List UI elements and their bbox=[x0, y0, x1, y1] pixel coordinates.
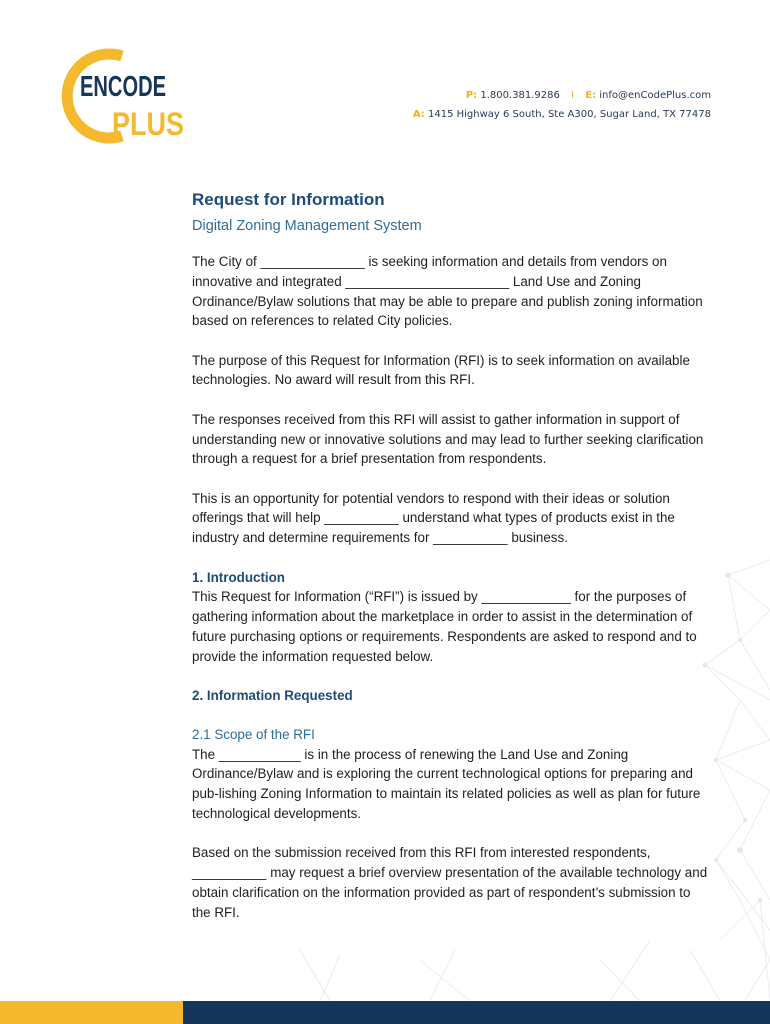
phone-label: P: bbox=[465, 90, 478, 101]
encode-plus-logo bbox=[60, 48, 190, 143]
logo-encode-text: ENCODE bbox=[80, 71, 166, 103]
footer-bar-navy bbox=[183, 1001, 770, 1024]
logo-plus-text: PLUS bbox=[112, 106, 184, 142]
paragraph-2: The purpose of this Request for Information (RFI) is to seek information on available technologies. No award will result from this RFI. bbox=[192, 352, 690, 388]
address-text: 1415 Highway 6 South, Ste A300, Sugar Land, TX 77478 bbox=[427, 109, 711, 120]
contact-separator: I bbox=[571, 90, 575, 101]
section-1-heading: 1. Introduction bbox=[192, 569, 285, 585]
section-2-1-heading: 2.1 Scope of the RFI bbox=[192, 726, 315, 742]
document-body bbox=[192, 188, 712, 942]
section-1-text: This Request for Information (“RFI”) is issued by ____________ for the purposes of gathering information about the marketplace in order to assist in the determination of future purchasing options or requirements. Respondents are asked to respond and to provide the information requested below. bbox=[192, 589, 697, 664]
footer-bar-accent bbox=[0, 1001, 183, 1024]
email-address[interactable]: info@enCodePlus.com bbox=[599, 90, 711, 101]
paragraph-4: This is an opportunity for potential vendors to respond with their ideas or solution offerings that will help __________ understand what types of products exist in the industry and determine requirements for __________ business. bbox=[192, 490, 675, 546]
document-subtitle: Digital Zoning Management System bbox=[192, 218, 422, 234]
paragraph-1: The City of ______________ is seeking information and details from vendors on innovative and integrated ______________________ Land Use and Zoning Ordinance/Bylaw solutions that may be able to prepare and publish zoning information based on references to related City policies. bbox=[192, 254, 703, 329]
footer-bar bbox=[0, 1001, 770, 1024]
paragraph-3: The responses received from this RFI will assist to gather information in support of understanding new or innovative solutions and may lead to further seeking clarification through a request for a brief presentation from respondents. bbox=[192, 411, 704, 467]
contact-info bbox=[381, 86, 711, 124]
email-label: E: bbox=[585, 90, 597, 101]
section-2-heading: 2. Information Requested bbox=[192, 688, 353, 704]
contact-line-phone-email bbox=[381, 86, 711, 105]
document-title: Request for Information bbox=[192, 190, 385, 209]
contact-line-address bbox=[381, 105, 711, 124]
section-2-1-text-2: Based on the submission received from this RFI from interested respondents, __________ may request a brief overview presentation of the available technology and obtain clarification on the information provided as part of respondent’s submission to the RFI. bbox=[192, 845, 708, 920]
address-label: A: bbox=[412, 109, 425, 120]
phone-number: 1.800.381.9286 bbox=[480, 90, 560, 101]
section-2-1-text: The ___________ is in the process of renewing the Land Use and Zoning Ordinance/Bylaw and is exploring the current technological options for preparing and pub-lishing Zoning Information to maintain its related policies as well as plan for future technological developments. bbox=[192, 746, 701, 822]
